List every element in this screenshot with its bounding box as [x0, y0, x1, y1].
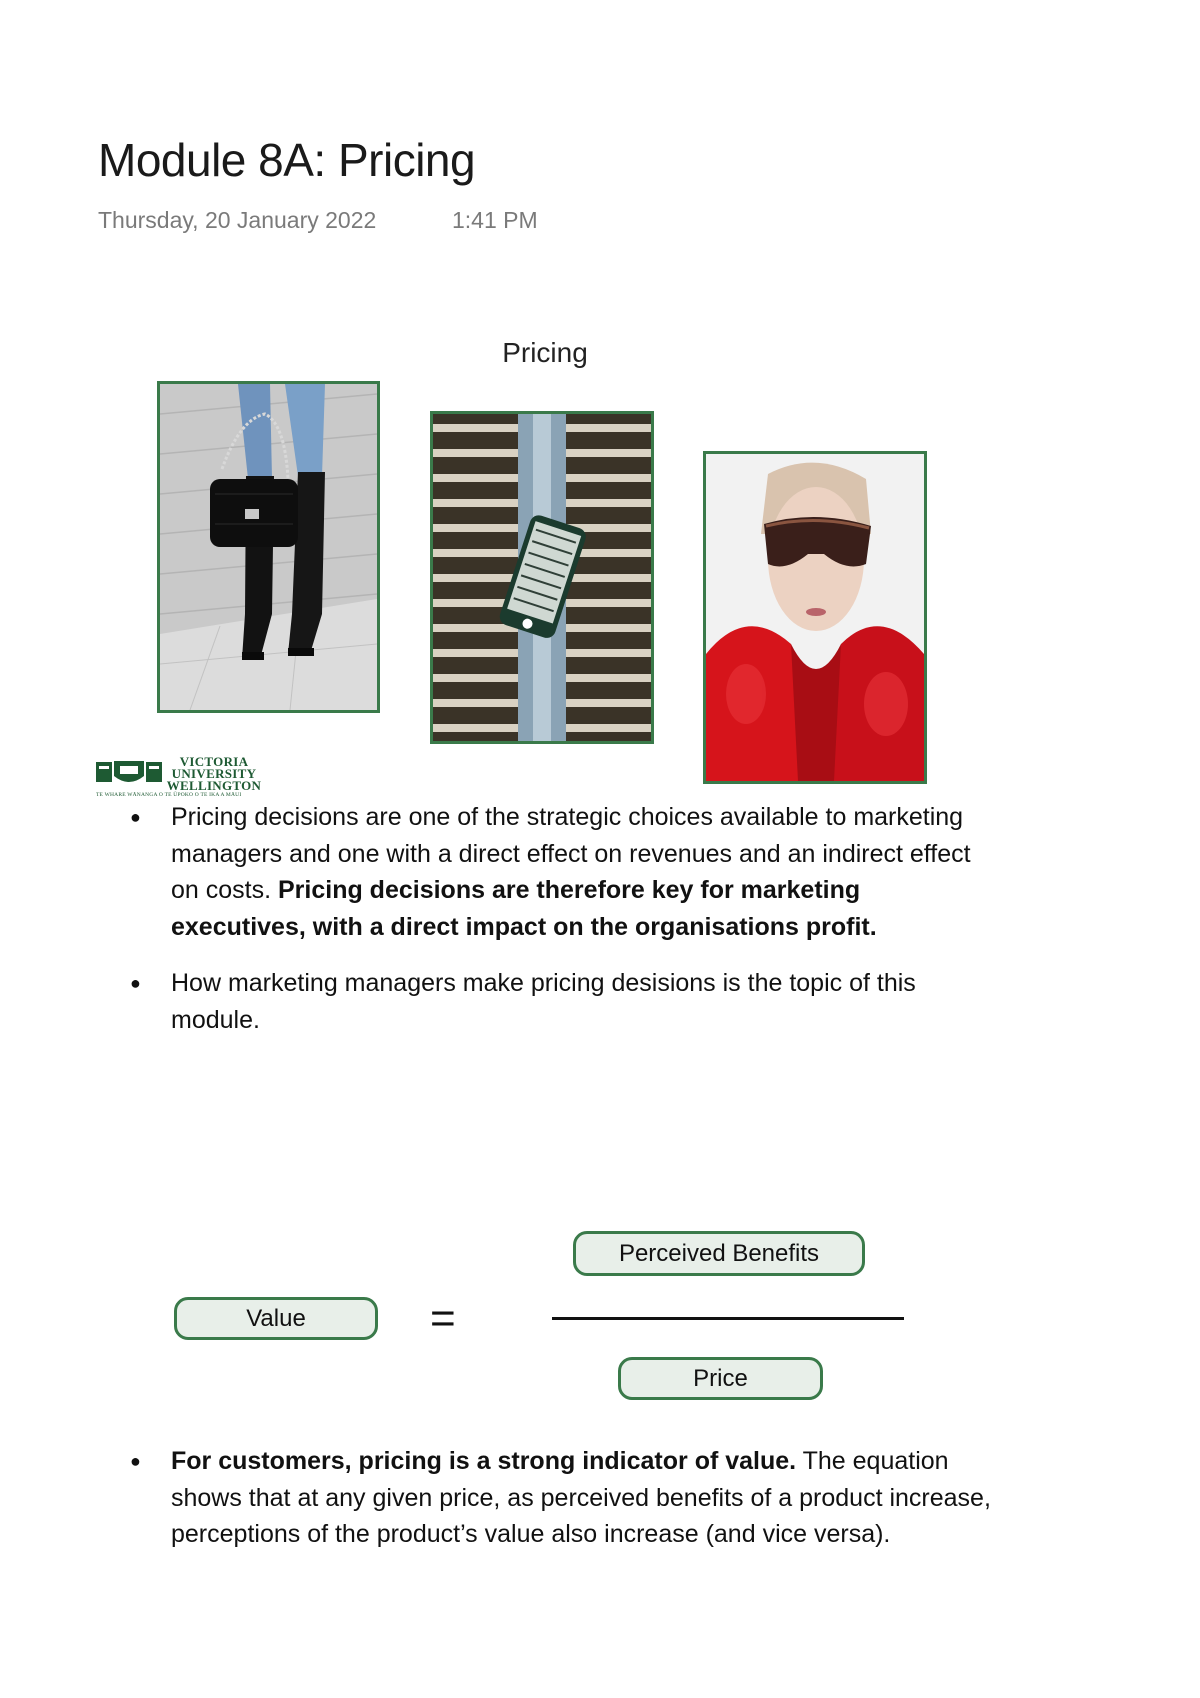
woman-sunglasses-red-coat-photo [703, 451, 927, 784]
logo-line-wellington: WELLINGTON [166, 778, 262, 793]
logo-line-victoria: VICTORIA [179, 754, 249, 769]
bullet-icon: ● [130, 807, 141, 827]
equation-value-box: Value [174, 1297, 378, 1340]
bullet-list-bottom [98, 1443, 998, 1553]
equation-numerator-box: Perceived Benefits [573, 1231, 865, 1276]
page-date: Thursday, 20 January 2022 [98, 207, 377, 233]
list-item: ● Pricing decisions are one of the strategic choices available to marketing managers and one with a direct effect on revenues and an indirect effect on costs. Pricing decisions are therefore key for marketing executives, with a direct impact on the organisations profit. [98, 799, 998, 945]
list-item: ● For customers, pricing is a strong indicator of value. The equation shows that at any given price, as perceived benefits of a product increase, perceptions of the product’s value also increase (and vice versa). [98, 1443, 998, 1553]
crest-icon [96, 758, 162, 788]
equals-sign: = [430, 1294, 456, 1343]
bullet-list-top [98, 799, 998, 1038]
handbag-boots-photo [157, 381, 380, 713]
page-title: Module 8A: Pricing [98, 134, 476, 186]
logo-line-university: UNIVERSITY [171, 766, 257, 781]
bullet-icon: ● [130, 1451, 141, 1471]
equation-denominator-box: Price [618, 1357, 823, 1400]
list-item: ● How marketing managers make pricing desisions is the topic of this module. [98, 965, 998, 1038]
page-time: 1:41 PM [452, 207, 538, 233]
university-logo [96, 756, 271, 801]
smartphone-building-photo [430, 411, 654, 744]
logo-motto: TE WHARE WĀNANGA O TE ŪPOKO O TE IKA A MĀUI [96, 792, 242, 798]
fraction-bar [552, 1317, 904, 1320]
slide-heading: Pricing [502, 337, 588, 368]
bullet-icon: ● [130, 973, 141, 993]
